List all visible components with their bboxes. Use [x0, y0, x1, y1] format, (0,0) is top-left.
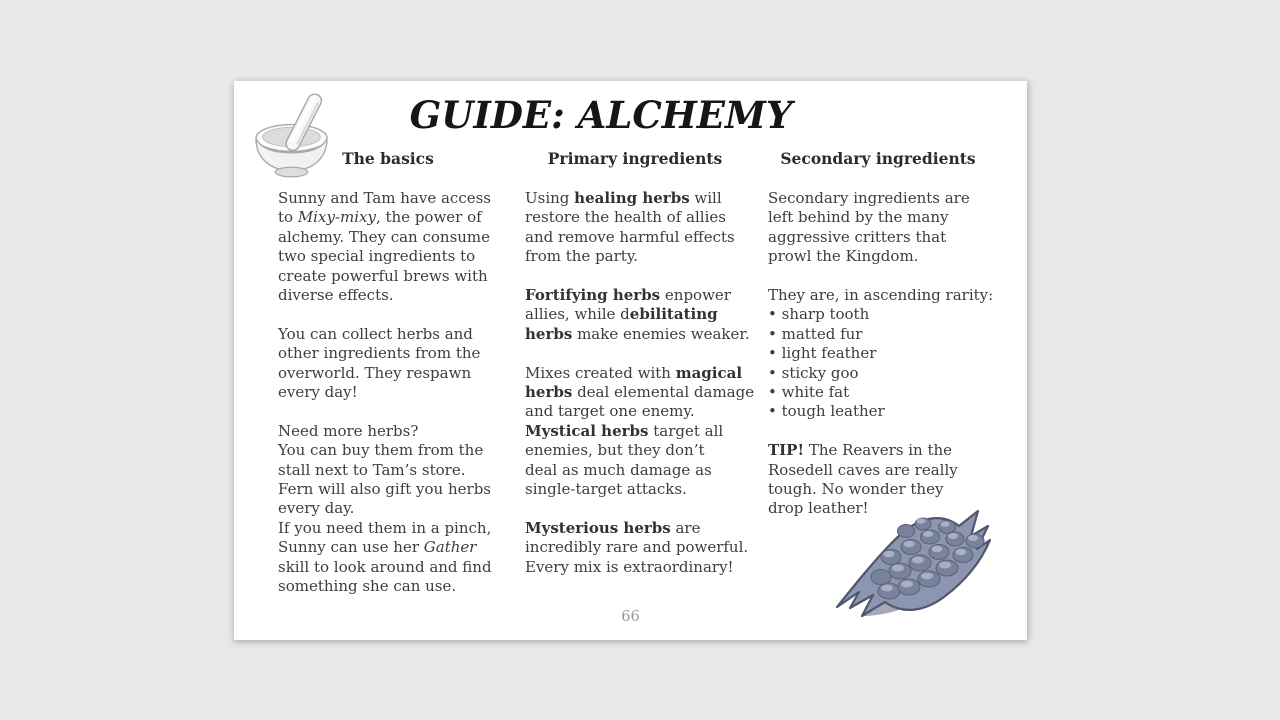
paragraph: Using healing herbs will restore the health of allies and remove harmful effects from the party. [525, 189, 735, 266]
column-primary-ingredients [525, 189, 755, 596]
paragraph: Mixes created with magical herbs deal elemental damage and target one enemy. Mystical herbs target all enemies, but they don’t deal as much damage as single-target attacks. [525, 363, 755, 499]
column-header-the-basics: The basics [342, 149, 434, 168]
paragraph: You can collect herbs and other ingredients from the overworld. They respawn every day! [278, 324, 481, 402]
column-header-secondary-ingredients: Secondary ingredients [780, 149, 976, 168]
column-header-primary-ingredients: Primary ingredients [547, 149, 723, 168]
column-secondary-ingredients [768, 189, 994, 538]
paragraph: Mysterious herbs are incredibly rare and powerful. Every mix is extraordinary! [525, 518, 749, 576]
page-title: GUIDE: ALCHEMY [409, 93, 793, 137]
paragraph: TIP! The Reavers in the Rosedell caves are really tough. No wonder they drop leather! [768, 441, 958, 518]
paragraph: Need more herbs? You can buy them from the stall next to Tam’s store. Fern will also gift you herbs every day. If you need them in a pinch, Sunny can use her Gather skill to look around and find something she can use. [278, 421, 492, 596]
page-number: 66 [621, 609, 640, 625]
column-the-basics [278, 189, 498, 616]
guide-page [234, 81, 1027, 640]
paragraph: Sunny and Tam have access to Mixy-mixy, the power of alchemy. They can consume two special ingredients to create powerful brews with diverse effects. [278, 189, 491, 305]
paragraph: Secondary ingredients are left behind by the many aggressive critters that prowl the Kingdom. [768, 189, 970, 266]
paragraph: Fortifying herbs enpower allies, while debilitating herbs make enemies weaker. [525, 286, 750, 343]
paragraph: They are, in ascending rarity: • sharp tooth • matted fur • light feather • sticky goo • white fat • tough leather [768, 286, 994, 421]
